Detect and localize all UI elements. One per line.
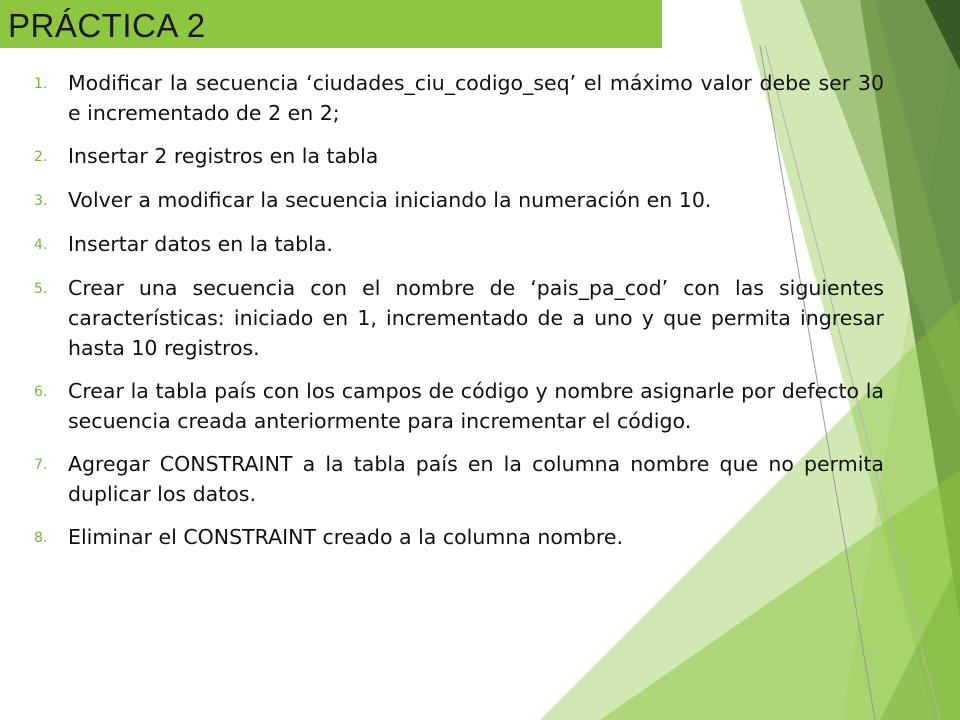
list-item xyxy=(34,449,884,509)
list-item xyxy=(34,229,884,260)
item-text: Agregar CONSTRAINT a la tabla país en la columna nombre que no permita duplicar los datos. xyxy=(68,452,884,506)
list-item xyxy=(34,273,884,363)
item-text: Crear una secuencia con el nombre de ‘pais_pa_cod’ con las siguientes características: iniciado en 1, incrementado de a uno y que permita ingresar hasta 10 registros. xyxy=(68,276,884,360)
item-number: 2. xyxy=(34,149,48,165)
item-text: Insertar datos en la tabla. xyxy=(68,232,333,256)
list-item xyxy=(34,68,884,128)
item-text: Volver a modificar la secuencia iniciando la numeración en 10. xyxy=(68,188,712,212)
instruction-list xyxy=(34,68,884,566)
item-number: 6. xyxy=(34,384,48,400)
item-number: 5. xyxy=(34,281,48,297)
item-number: 7. xyxy=(34,457,48,473)
item-number: 4. xyxy=(34,237,48,253)
item-number: 3. xyxy=(34,193,48,209)
item-text: Eliminar el CONSTRAINT creado a la columna nombre. xyxy=(68,525,624,549)
list-item xyxy=(34,522,884,553)
slide-title: PRÁCTICA 2 xyxy=(8,7,206,44)
item-text: Modificar la secuencia ‘ciudades_ciu_codigo_seq’ el máximo valor debe ser 30 e incrementado de 2 en 2; xyxy=(68,71,884,125)
item-number: 1. xyxy=(34,76,48,92)
list-item xyxy=(34,185,884,216)
list-item xyxy=(34,141,884,172)
item-text: Insertar 2 registros en la tabla xyxy=(68,144,379,168)
item-text: Crear la tabla país con los campos de código y nombre asignarle por defecto la secuencia creada anteriormente para incrementar el código. xyxy=(68,379,884,433)
item-number: 8. xyxy=(34,530,48,546)
list-item xyxy=(34,376,884,436)
